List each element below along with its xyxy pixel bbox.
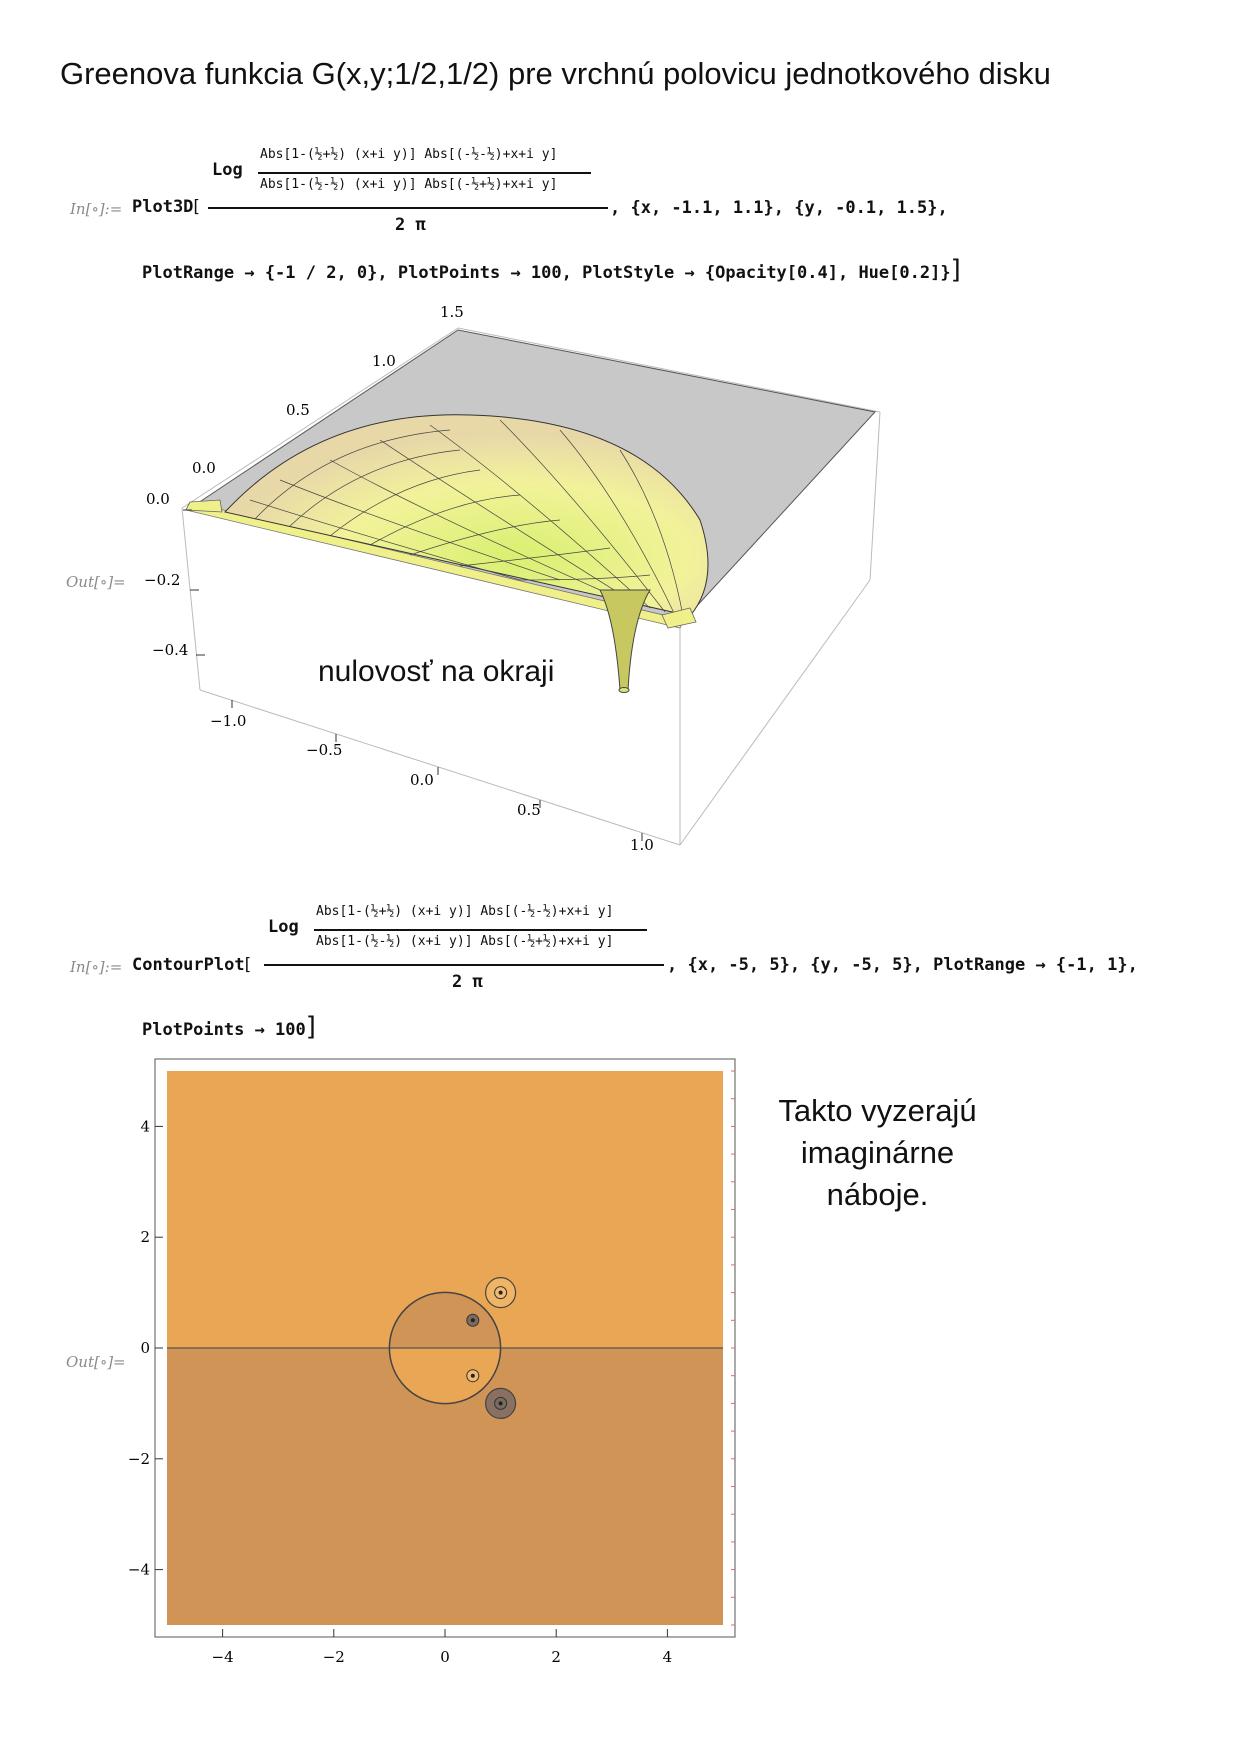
annotation-line: náboje.: [826, 1177, 929, 1212]
plot-ranges: , {x, -5, 5}, {y, -5, 5}, PlotRange → {-1, 1},: [667, 955, 1138, 975]
plot-ranges: , {x, -1.1, 1.1}, {y, -0.1, 1.5},: [610, 198, 948, 218]
page-title: Greenova funkcia G(x,y;1/2,1/2) pre vrchnú polovicu jednotkového disku: [60, 56, 1051, 91]
plot-options: PlotPoints → 100]: [142, 1012, 316, 1042]
y-tick: 0.5: [286, 401, 310, 419]
y-tick: 1.0: [372, 352, 396, 370]
output-label: Out[∘]=: [66, 1353, 126, 1371]
z-tick: −0.2: [144, 571, 181, 589]
x-tick-label: −4: [211, 1648, 234, 1666]
y-tick-label: 2: [140, 1228, 150, 1247]
plot-options: PlotRange → {-1 / 2, 0}, PlotPoints → 100, PlotStyle → {Opacity[0.4], Hue[0.2]}]: [142, 255, 961, 285]
x-tick: 1.0: [630, 836, 654, 854]
z-tick: 0.0: [146, 490, 170, 508]
y-tick-label: 0: [140, 1339, 150, 1357]
numerator-expression: Abs[1-(½+½) (x+i y)] Abs[(-½-½)+x+i y]: [260, 147, 558, 162]
x-tick: −0.5: [306, 741, 343, 759]
x-tick: 0.5: [517, 801, 541, 819]
charge-point: [499, 1401, 503, 1405]
y-tick: 1.5: [440, 303, 464, 321]
log-label: Log: [212, 160, 243, 180]
denominator-expression: Abs[1-(½-½) (x+i y)] Abs[(-½+½)+x+i y]: [260, 177, 558, 192]
numerator-expression: Abs[1-(½+½) (x+i y)] Abs[(-½-½)+x+i y]: [316, 904, 614, 919]
y-tick-label: 4: [140, 1117, 150, 1136]
two-pi: 2 π: [395, 215, 426, 235]
charge-point: [471, 1318, 475, 1322]
charge-point: [471, 1374, 475, 1378]
x-tick-label: 4: [662, 1648, 673, 1666]
func-name-contourplot[interactable]: ContourPlot[: [132, 955, 252, 975]
x-tick-label: 0: [440, 1648, 450, 1666]
annotation-line: imaginárne: [800, 1135, 955, 1170]
x-tick: 0.0: [410, 771, 434, 789]
annotation-line: Takto vyzerajú: [778, 1093, 977, 1128]
input-label: In[∘]:=: [70, 958, 123, 976]
input-label: In[∘]:=: [70, 200, 123, 218]
y-tick: 0.0: [192, 459, 216, 477]
z-tick: −0.4: [152, 641, 189, 659]
output-label: Out[∘]=: [66, 573, 126, 591]
x-tick-label: −2: [322, 1648, 345, 1666]
plot3d-annotation: nulovosť na okraji: [318, 655, 555, 688]
contour-annotation: [770, 1090, 985, 1216]
denominator-expression: Abs[1-(½-½) (x+i y)] Abs[(-½+½)+x+i y]: [316, 934, 614, 949]
log-label: Log: [268, 917, 299, 937]
x-tick-label: 2: [551, 1648, 561, 1666]
x-axis-ticks: [212, 1629, 673, 1666]
x-tick: −1.0: [210, 712, 247, 730]
charge-point: [499, 1291, 503, 1295]
y-tick-label: −2: [127, 1449, 150, 1468]
func-name-plot3d[interactable]: Plot3D[: [132, 197, 201, 217]
y-tick-label: −4: [127, 1560, 150, 1579]
two-pi: 2 π: [452, 972, 483, 992]
